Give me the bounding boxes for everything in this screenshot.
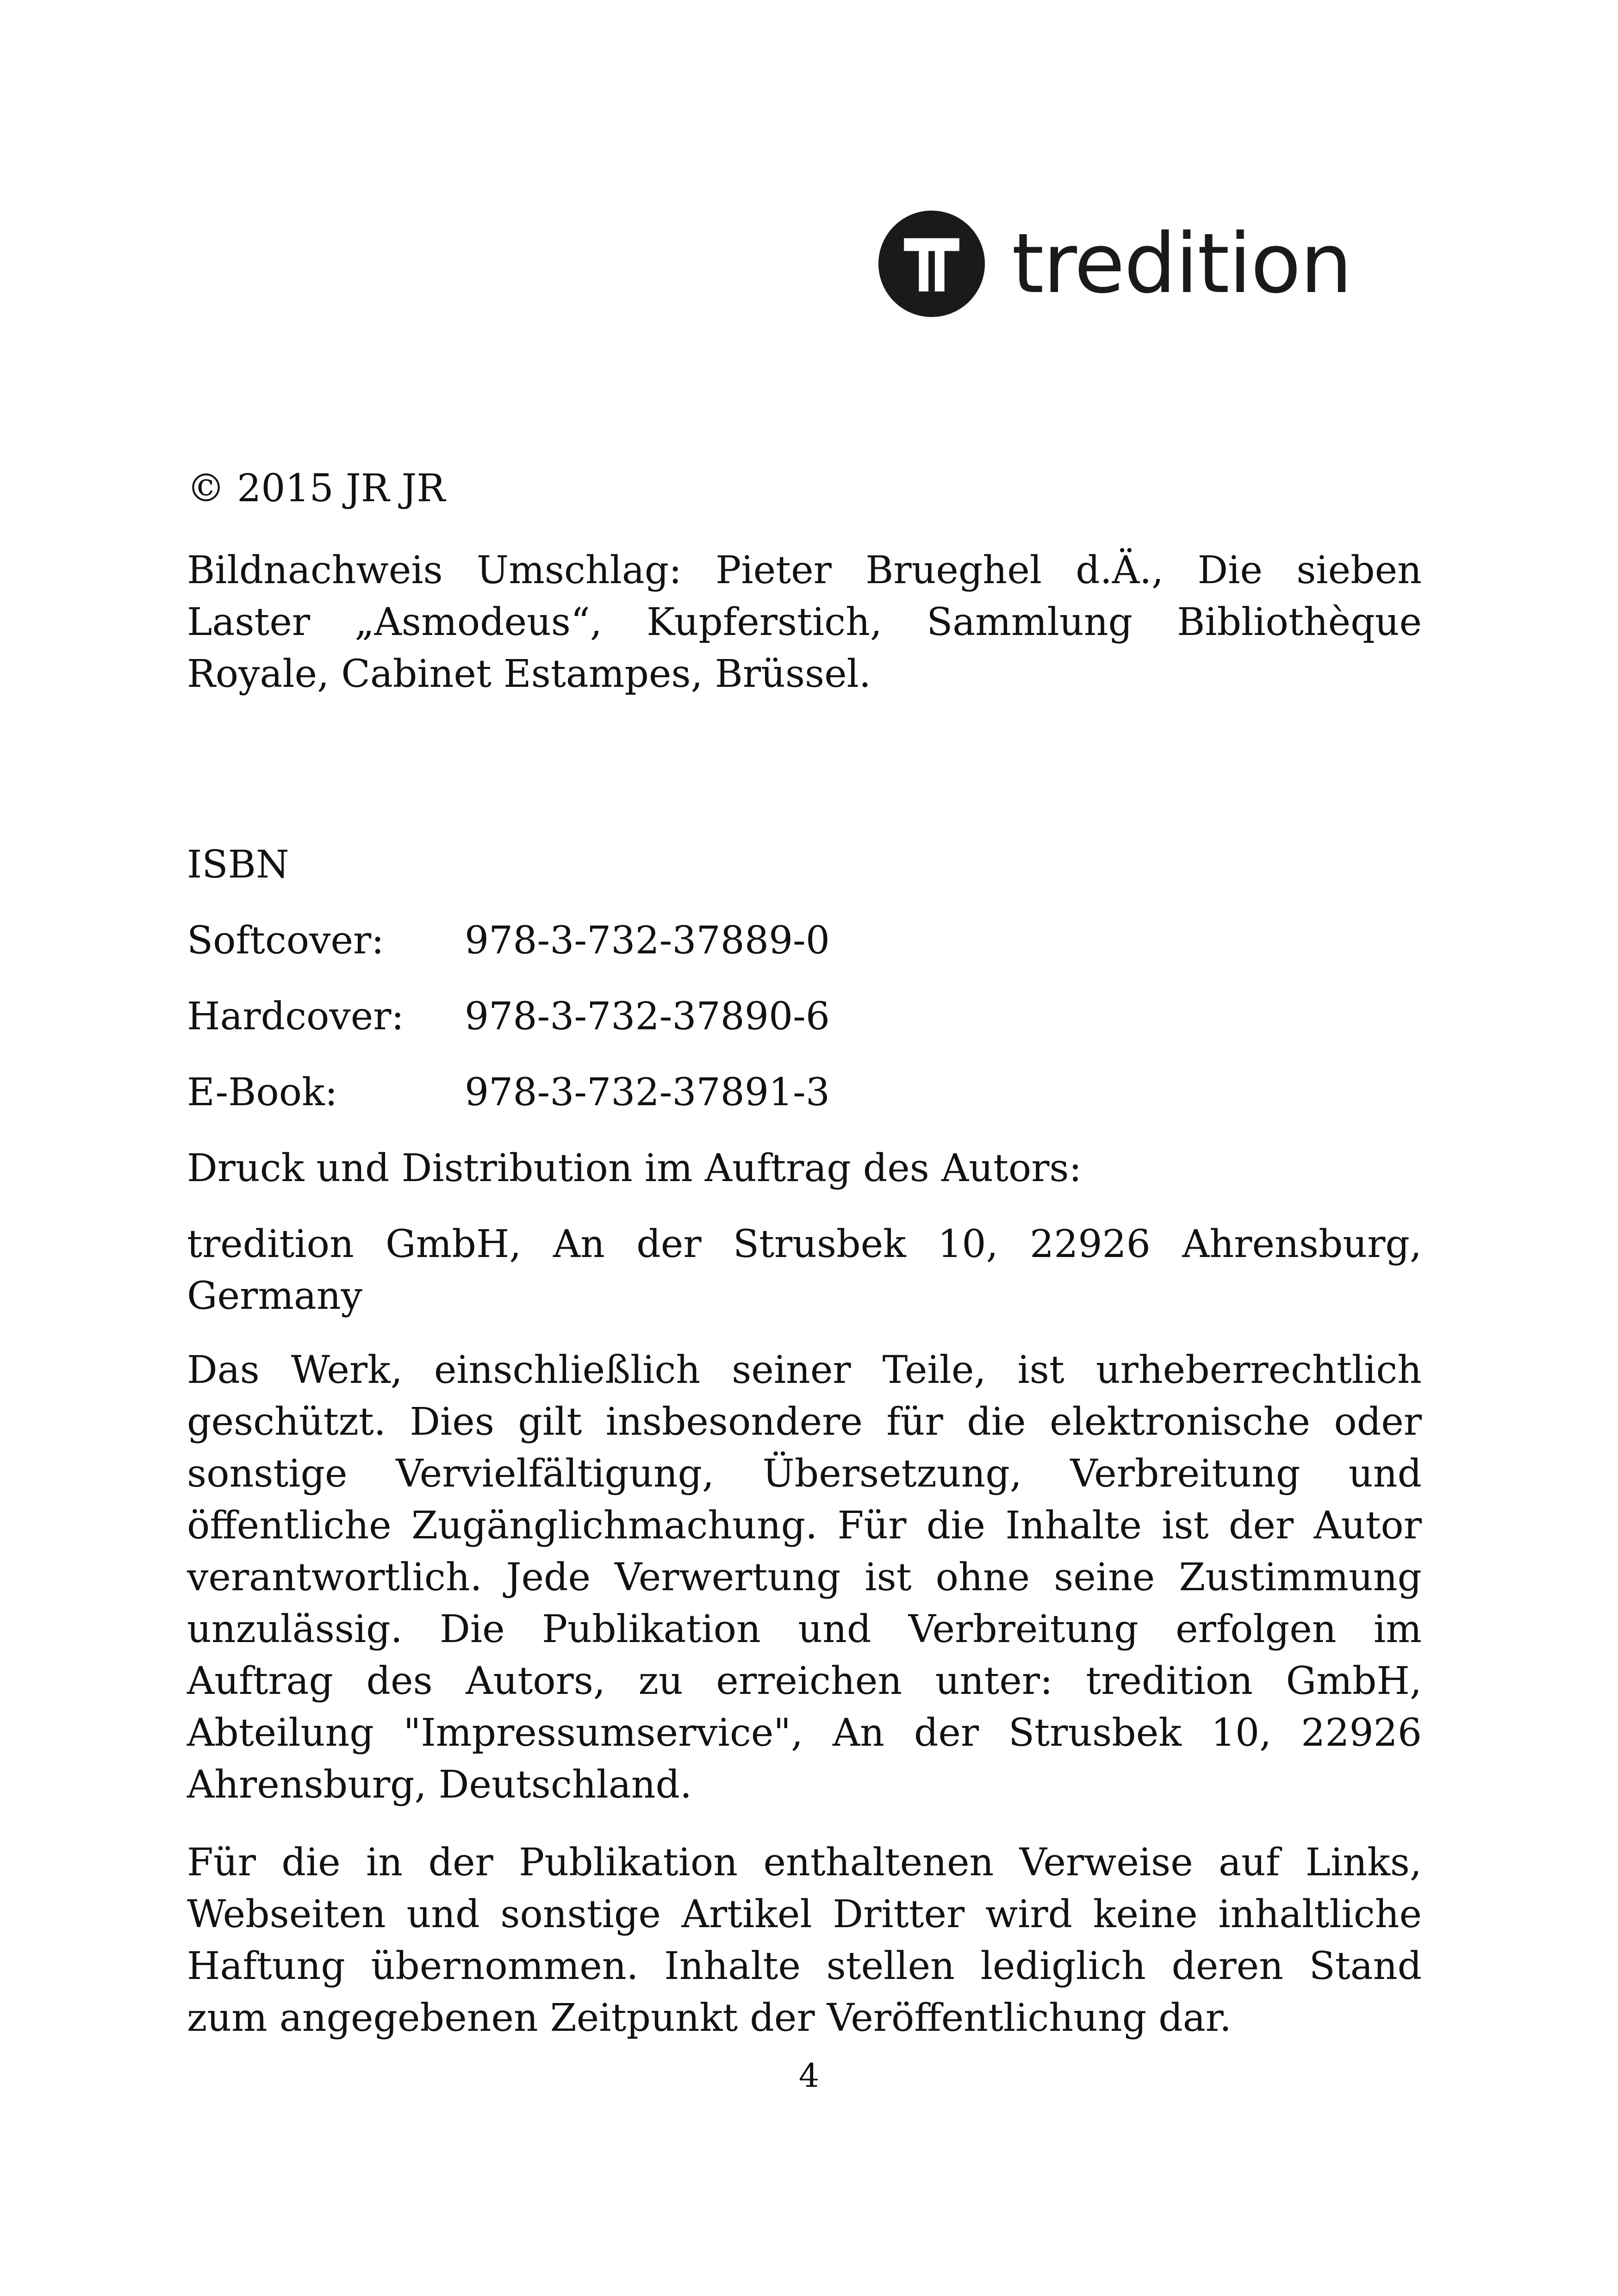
publisher-address: tredition GmbH, An der Strusbek 10, 22926 Ahrensburg, Germany — [187, 1222, 1422, 1318]
logo-wordmark: tredition — [1012, 216, 1351, 311]
isbn-row-softcover — [187, 915, 1422, 967]
cover-credit: Bildnachweis Umschlag: Pieter Brueghel d.Ä., Die sieben Laster „Asmodeus“, Kupferstich, Sammlung Bibliothèque Royale, Cabinet Estampes, Brüssel. — [187, 548, 1422, 696]
imprint-page — [187, 463, 1422, 2040]
isbn-label: Softcover: — [187, 919, 384, 963]
copyright-line: © 2015 JR JR — [187, 467, 446, 510]
link-disclaimer: Für die in der Publikation enthaltenen Verweise auf Links, Webseiten und sonstige Artikel Dritter wird keine inhaltliche Haftung übernommen. Inhalte stellen lediglich deren Stand zum angegebenen Zeitpunkt der Veröffentlichung dar. — [187, 1841, 1422, 2040]
copyright-notice: Das Werk, einschließlich seiner Teile, ist urheberrechtlich geschützt. Dies gilt insbesondere für die elektronische oder sonstige Vervielfältigung, Übersetzung, Verbreitung und öffentliche Zugänglichmachung. Für die Inhalte ist der Autor verantwortlich. Jede Verwertung ist ohne seine Zustimmung unzulässig. Die Publikation und Verbreitung erfolgen im Auftrag des Autors, zu erreichen unter: tredition GmbH, Abteilung "Impressumservice", An der Strusbek 10, 22926 Ahrensburg, Deutschland. — [187, 1348, 1422, 1807]
isbn-row-hardcover — [187, 991, 1422, 1043]
isbn-value: 978-3-732-37891-3 — [465, 1070, 830, 1114]
tredition-logo — [878, 211, 1351, 317]
isbn-label: Hardcover: — [187, 995, 404, 1039]
tredition-logo-icon — [878, 211, 985, 317]
isbn-value: 978-3-732-37890-6 — [465, 995, 830, 1039]
commission-line: Druck und Distribution im Auftrag des Autors: — [187, 1146, 1082, 1190]
isbn-value: 978-3-732-37889-0 — [465, 919, 830, 963]
isbn-label: E-Book: — [187, 1070, 338, 1114]
page-number: 4 — [798, 2057, 820, 2095]
isbn-row-ebook — [187, 1067, 1422, 1119]
isbn-heading: ISBN — [187, 843, 289, 887]
link-disclaimer-container — [187, 1837, 1422, 2040]
